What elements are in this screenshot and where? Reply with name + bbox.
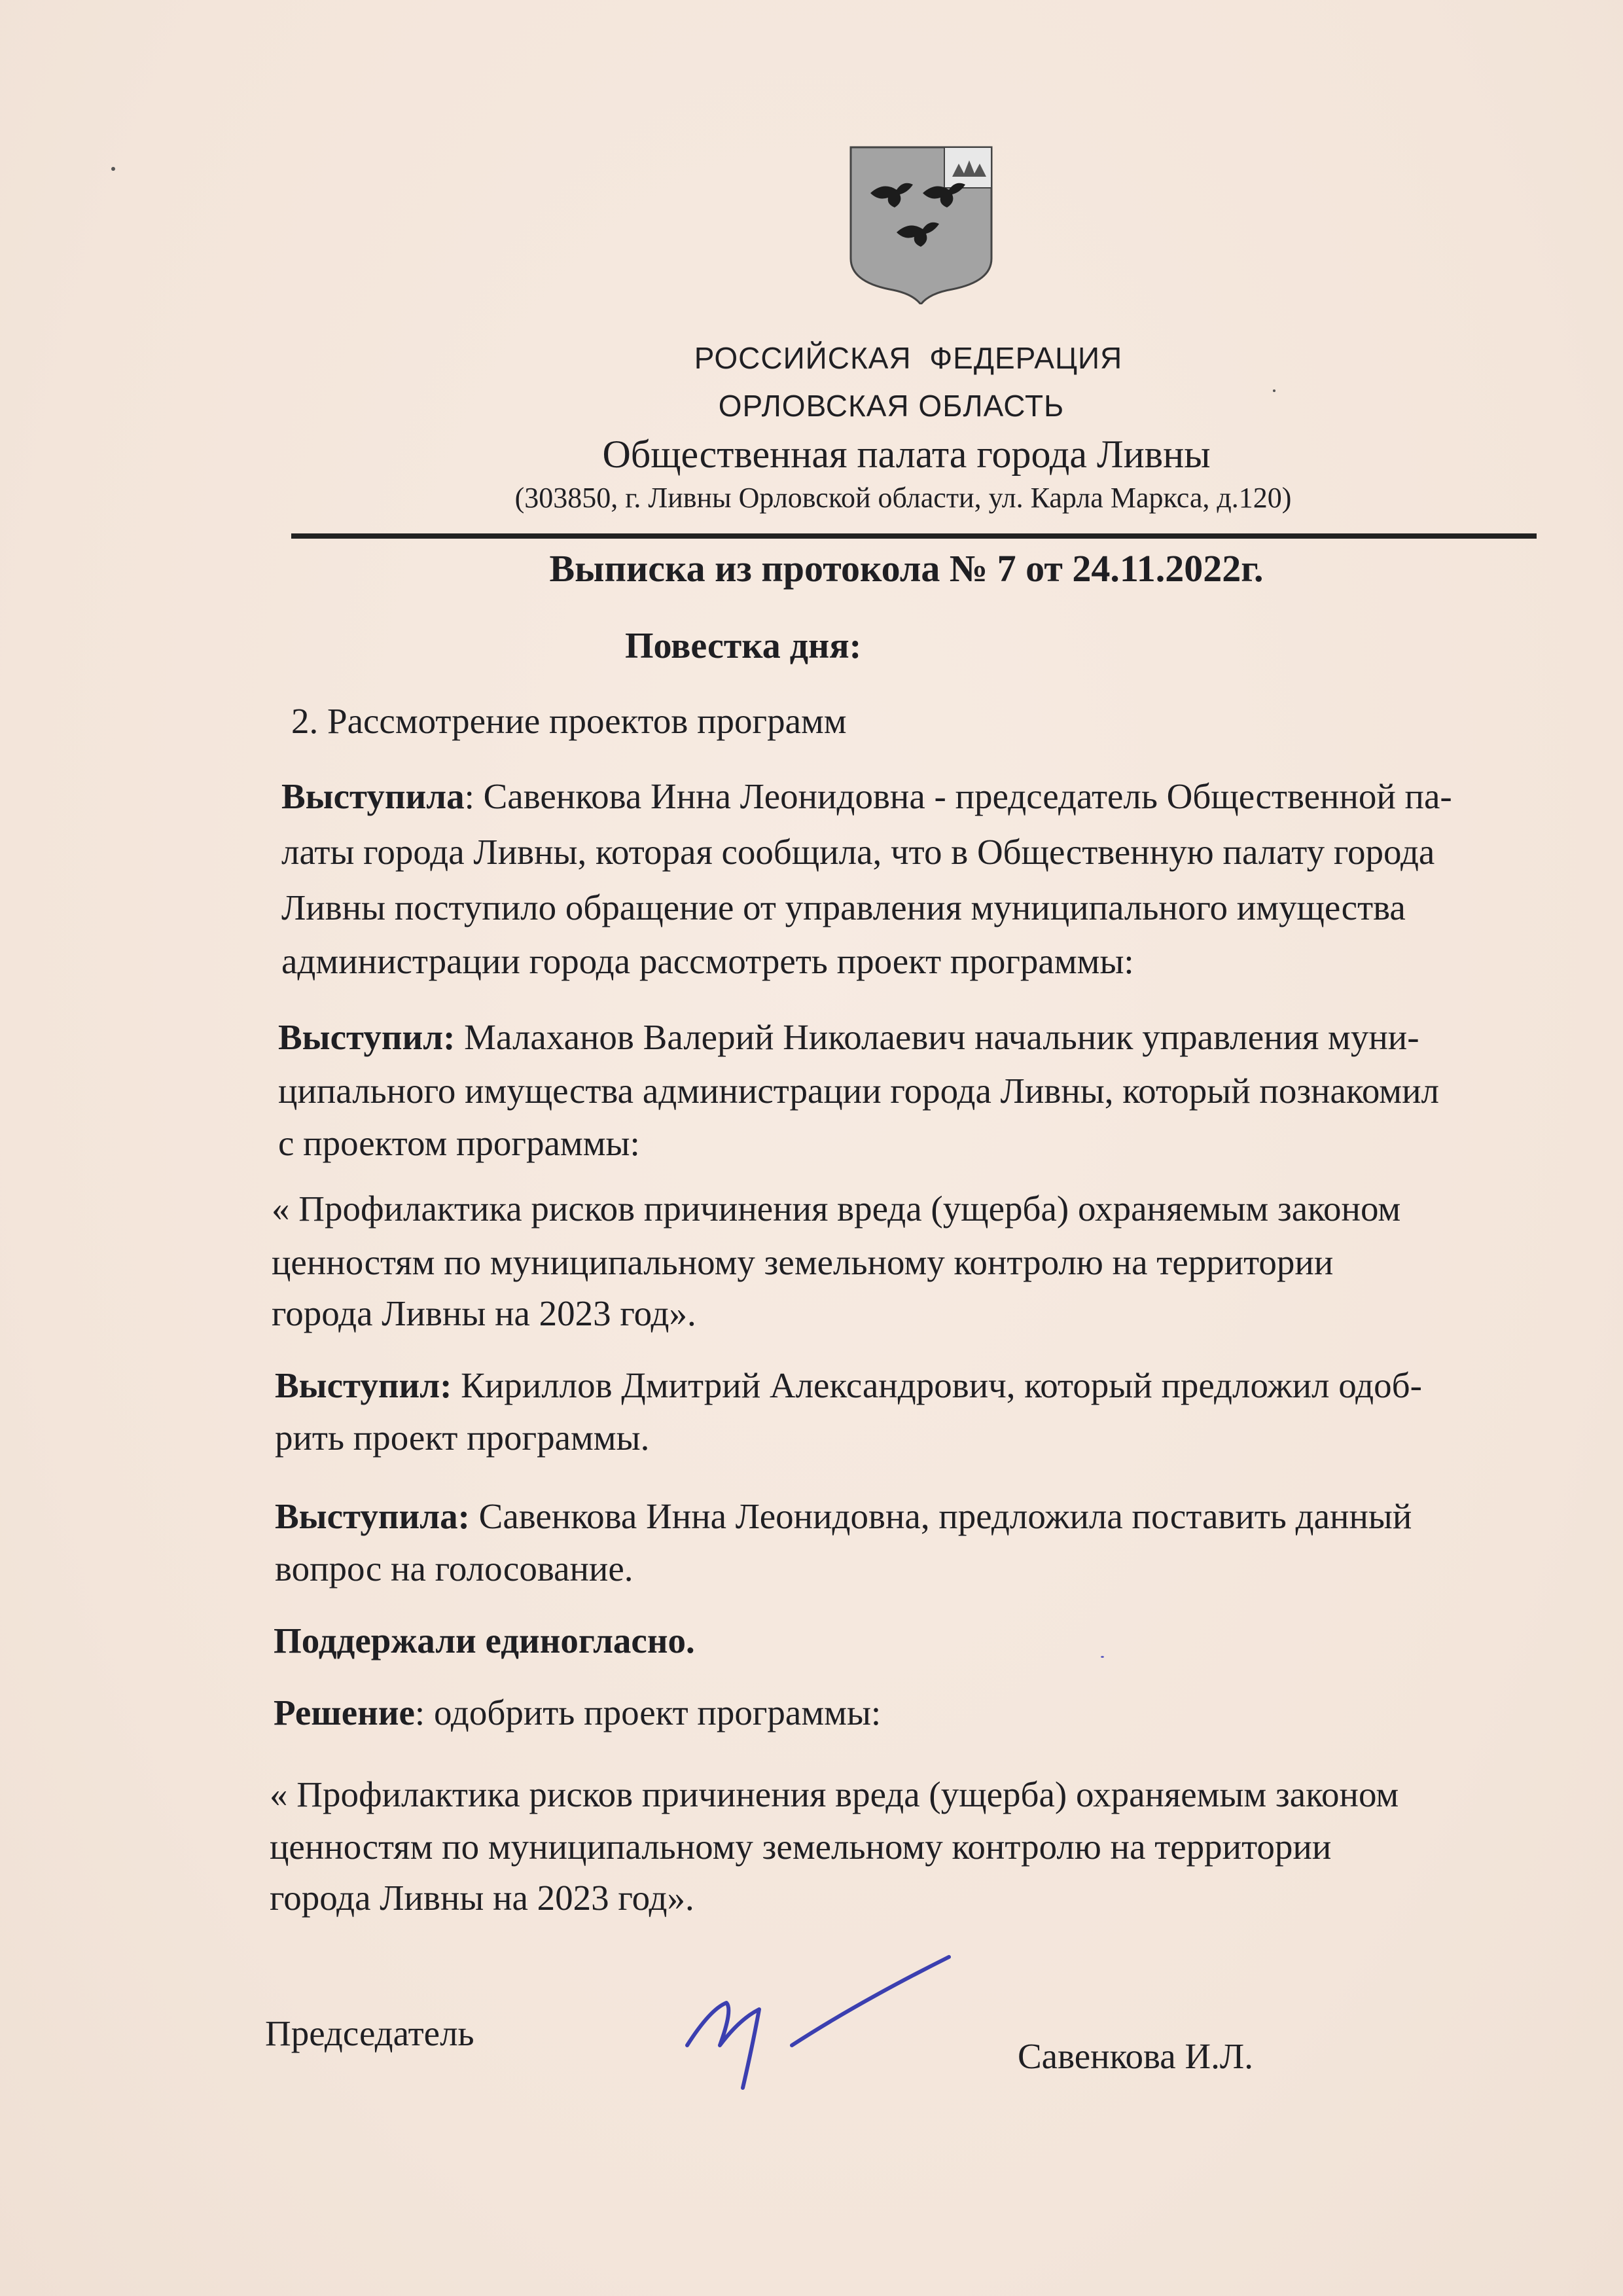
program1-line-0: « Профилактика рисков причинения вреда (ущерба) охраняемым законом — [272, 1189, 1401, 1229]
speech1-line-1: латы города Ливны, которая сообщила, что в Общественную палату города — [281, 832, 1435, 872]
decision-text: : одобрить проект программы: — [414, 1693, 882, 1732]
speech1-line-2: Ливны поступило обращение от управления муниципального имущества — [281, 888, 1406, 927]
scan-speck — [111, 167, 115, 171]
speech3-line-1: рить проект программы. — [275, 1418, 650, 1458]
handwritten-signature — [681, 1947, 955, 2104]
header-country: РОССИЙСКАЯ ФЕДЕРАЦИЯ — [694, 341, 1123, 375]
header-rule — [291, 533, 1537, 539]
program2-line-1: ценностям по муниципальному земельному контролю на территории — [270, 1827, 1332, 1867]
speech4-line-1: вопрос на голосование. — [275, 1549, 633, 1588]
header-organization: Общественная палата города Ливны — [602, 433, 1211, 476]
speech3-first-line — [275, 1365, 1422, 1406]
speech2-line-0: Малаханов Валерий Николаевич начальник управления муни- — [455, 1017, 1419, 1057]
speech2-first-line — [278, 1016, 1419, 1058]
decision-label: Решение — [274, 1693, 415, 1732]
speech4-label: Выступила: — [275, 1496, 470, 1536]
header-address: (303850, г. Ливны Орловской области, ул. Карла Маркса, д.120) — [514, 482, 1292, 514]
signature-role: Председатель — [265, 2013, 474, 2053]
speech1-line-0: : Савенкова Инна Леонидовна - председатель Общественной па- — [464, 776, 1452, 816]
document-title: Выписка из протокола № 7 от 24.11.2022г. — [549, 547, 1264, 590]
program2-line-0: « Профилактика рисков причинения вреда (ущерба) охраняемым законом — [270, 1774, 1399, 1814]
scan-speck — [1273, 389, 1275, 392]
speech4-line-0: Савенкова Инна Леонидовна, предложила поставить данный — [469, 1496, 1412, 1536]
speech2-line-1: ципального имущества администрации города Ливны, который познакомил — [278, 1071, 1439, 1111]
scan-speck — [1101, 1656, 1104, 1658]
program2-line-2: города Ливны на 2023 год». — [270, 1878, 694, 1918]
speech4-first-line — [275, 1496, 1412, 1537]
support-statement: Поддержали единогласно. — [274, 1621, 695, 1660]
speech2-line-2: с проектом программы: — [278, 1123, 640, 1163]
agenda-heading: Повестка дня: — [625, 626, 862, 666]
speech3-label: Выступил: — [275, 1365, 452, 1405]
signature-name: Савенкова И.Л. — [1018, 2036, 1253, 2076]
program1-line-2: города Ливны на 2023 год». — [272, 1293, 696, 1333]
header-region: ОРЛОВСКАЯ ОБЛАСТЬ — [718, 389, 1065, 423]
speech2-label: Выступил: — [278, 1017, 455, 1057]
program1-line-1: ценностям по муниципальному земельному контролю на территории — [272, 1242, 1334, 1282]
coat-of-arms-emblem — [847, 144, 995, 304]
decision-line — [274, 1692, 881, 1733]
speech1-label: Выступила — [281, 776, 465, 816]
speech1-first-line — [281, 776, 1452, 817]
agenda-item: 2. Рассмотрение проектов программ — [291, 701, 847, 741]
speech3-line-0: Кириллов Дмитрий Александрович, который предложил одоб- — [452, 1365, 1422, 1405]
speech1-line-3: администрации города рассмотреть проект программы: — [281, 941, 1134, 981]
